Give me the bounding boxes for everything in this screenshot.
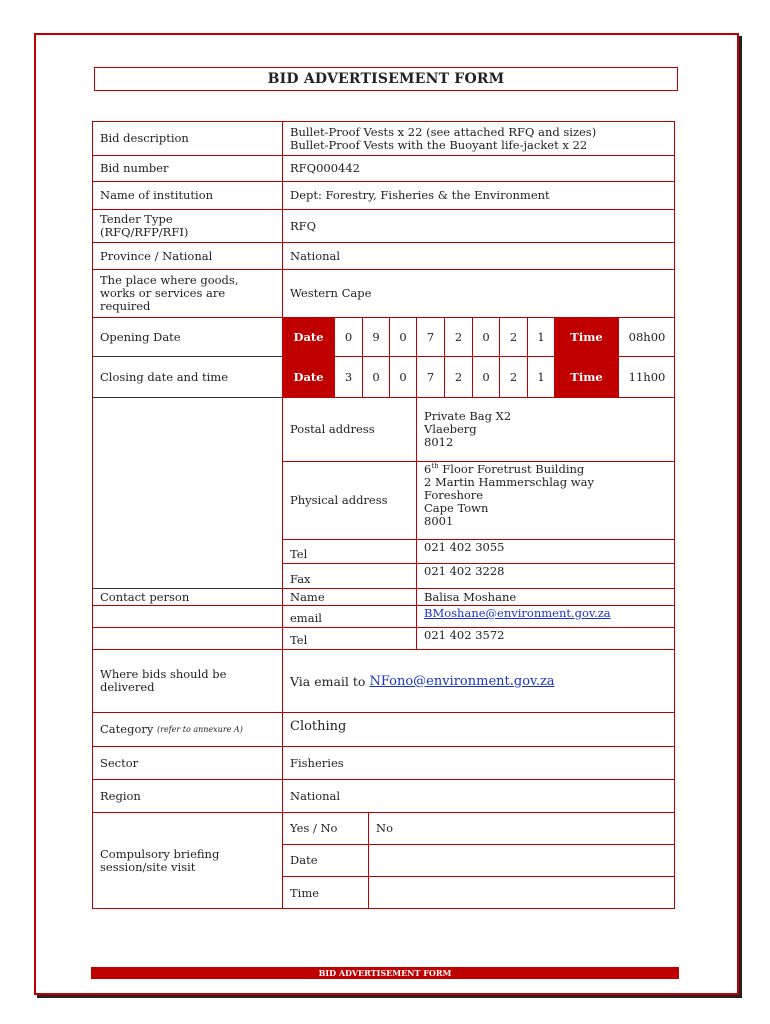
briefing-yesno-value: No	[368, 812, 675, 844]
fax-value: 021 402 3228	[416, 563, 675, 588]
address-blank-cell	[92, 397, 282, 588]
delivery-label: Where bids should be delivered	[92, 649, 282, 712]
place-value: Western Cape	[282, 269, 675, 317]
opening-time-value: 08h00	[618, 317, 675, 356]
briefing-date-label: Date	[282, 844, 368, 876]
contact-name-value: Balisa Moshane	[416, 588, 675, 605]
briefing-time-label: Time	[282, 876, 368, 909]
opening-digit: 2	[499, 317, 527, 356]
contact-person-label: Contact person	[92, 588, 282, 605]
closing-time-value: 11h00	[618, 356, 675, 397]
bid-number-value: RFQ000442	[282, 155, 675, 181]
tel-value: 021 402 3055	[416, 539, 675, 563]
closing-digit: 2	[444, 356, 472, 397]
contact-tel-value: 021 402 3572	[416, 627, 675, 649]
region-value: National	[282, 779, 675, 812]
opening-digit: 0	[334, 317, 362, 356]
opening-digit: 0	[472, 317, 499, 356]
postal-address-label: Postal address	[282, 397, 416, 461]
tender-type-label: Tender Type (RFQ/RFP/RFI)	[92, 209, 282, 242]
contact-blank-cell	[92, 605, 282, 627]
bid-table	[92, 121, 675, 909]
category-value: Clothing	[282, 712, 675, 746]
opening-date-tag: Date	[282, 317, 334, 356]
opening-digit: 1	[527, 317, 554, 356]
sector-label: Sector	[92, 746, 282, 779]
opening-date-label: Opening Date	[92, 317, 282, 356]
briefing-yesno-label: Yes / No	[282, 812, 368, 844]
form-title: BID ADVERTISEMENT FORM	[94, 67, 678, 91]
closing-digit: 3	[334, 356, 362, 397]
sector-value: Fisheries	[282, 746, 675, 779]
tender-type-value: RFQ	[282, 209, 675, 242]
opening-digit: 2	[444, 317, 472, 356]
physical-address-value: 6th Floor Foretrust Building 2 Martin Hammerschlag way Foreshore Cape Town 8001	[416, 461, 675, 539]
institution-label: Name of institution	[92, 181, 282, 209]
briefing-label: Compulsory briefing session/site visit	[92, 812, 282, 909]
contact-email-value[interactable]	[416, 605, 675, 627]
briefing-date-value	[368, 844, 675, 876]
postal-address-value: Private Bag X2 Vlaeberg 8012	[416, 397, 675, 461]
closing-digit: 2	[499, 356, 527, 397]
institution-value: Dept: Forestry, Fisheries & the Environment	[282, 181, 675, 209]
region-label: Region	[92, 779, 282, 812]
contact-blank-cell	[92, 627, 282, 649]
opening-digit: 9	[362, 317, 389, 356]
bid-number-label: Bid number	[92, 155, 282, 181]
contact-name-label: Name	[282, 588, 416, 605]
opening-time-tag: Time	[554, 317, 618, 356]
bid-description-value: Bullet-Proof Vests x 22 (see attached RFQ and sizes) Bullet-Proof Vests with the Buoyant life-jacket x 22	[282, 121, 675, 155]
opening-digit: 0	[389, 317, 416, 356]
contact-email-label: email	[282, 605, 416, 627]
place-label: The place where goods, works or services are required	[92, 269, 282, 317]
closing-time-tag: Time	[554, 356, 618, 397]
closing-date-tag: Date	[282, 356, 334, 397]
physical-address-label: Physical address	[282, 461, 416, 539]
opening-digit: 7	[416, 317, 444, 356]
closing-digit: 7	[416, 356, 444, 397]
province-value: National	[282, 242, 675, 269]
tel-label: Tel	[282, 539, 416, 563]
closing-digit: 0	[472, 356, 499, 397]
fax-label: Fax	[282, 563, 416, 588]
contact-email-link[interactable]: BMoshane@environment.gov.za	[424, 606, 611, 620]
delivery-email-link[interactable]: NFono@environment.gov.za	[369, 673, 555, 689]
closing-digit: 1	[527, 356, 554, 397]
delivery-value: Via email to NFono@environment.gov.za	[282, 649, 675, 712]
briefing-time-value	[368, 876, 675, 909]
province-label: Province / National	[92, 242, 282, 269]
closing-date-label: Closing date and time	[92, 356, 282, 397]
category-label: Category (refer to annexure A)	[92, 712, 282, 746]
contact-tel-label: Tel	[282, 627, 416, 649]
closing-digit: 0	[362, 356, 389, 397]
bid-description-label: Bid description	[92, 121, 282, 155]
closing-digit: 0	[389, 356, 416, 397]
footer-banner: BID ADVERTISEMENT FORM	[91, 967, 679, 979]
